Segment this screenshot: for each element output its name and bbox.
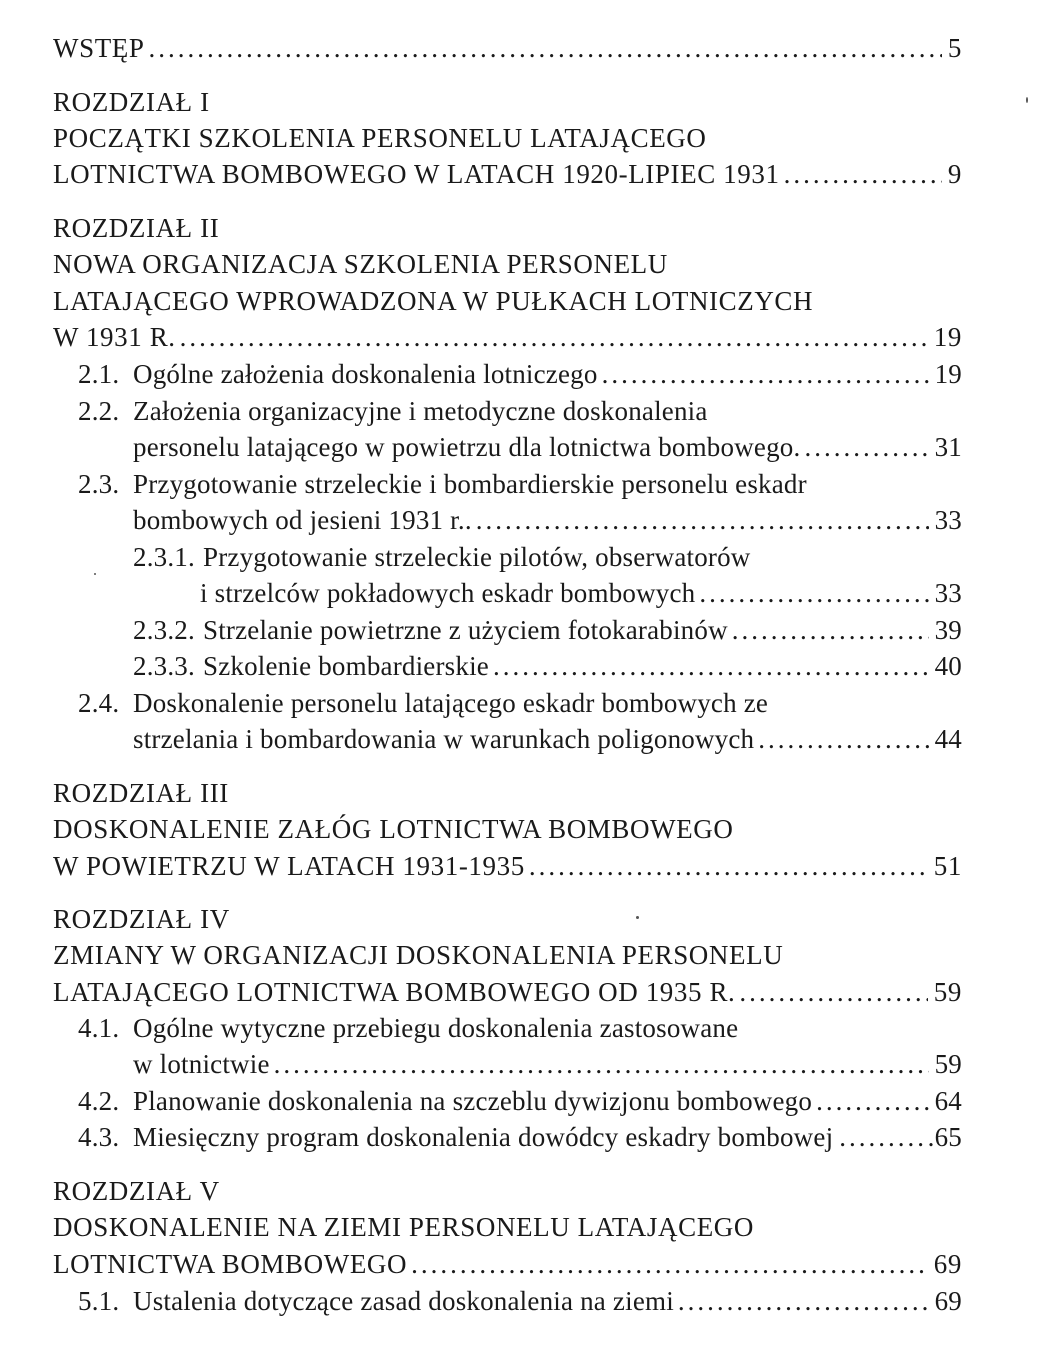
dot-leader — [180, 320, 928, 354]
section-number: 4.3. — [78, 1122, 120, 1152]
chapter-title-line: POCZĄTKI SZKOLENIA PERSONELU LATAJĄCEGO — [53, 123, 707, 153]
section-number: 2.3. — [78, 469, 120, 499]
scan-speck — [636, 916, 639, 919]
page-number: 64 — [934, 1086, 962, 1116]
dot-leader — [784, 157, 942, 191]
section-title: Miesięczny program doskonalenia dowódcy eskadry bombowej — [133, 1122, 834, 1152]
toc-entry-section-2-3-2[interactable] — [133, 613, 962, 647]
section-title: Planowanie doskonalenia na szczeblu dywizjonu bombowego — [133, 1086, 813, 1116]
toc-entry-section-5-1[interactable] — [78, 1284, 962, 1318]
chapter-title-line: ZMIANY W ORGANIZACJI DOSKONALENIA PERSONELU — [53, 940, 784, 970]
section-number: 2.3.1. — [133, 542, 195, 572]
toc-entry-section-2-3-1[interactable] — [133, 540, 962, 574]
section-title: Szkolenie bombardierskie — [203, 651, 489, 681]
section-number: 5.1. — [78, 1286, 120, 1316]
page-number: 33 — [934, 578, 962, 608]
scan-speck — [94, 573, 96, 575]
chapter-label: ROZDZIAŁ III — [53, 778, 229, 808]
dot-leader — [602, 357, 929, 391]
section-number: 4.2. — [78, 1086, 120, 1116]
page-number: 31 — [934, 432, 962, 462]
page-number: 9 — [947, 159, 962, 189]
toc-entry-chapter-2[interactable] — [53, 320, 962, 354]
section-title: personelu latającego w powietrzu dla lotnictwa bombowego. — [133, 432, 801, 462]
entry-title: WSTĘP — [53, 33, 145, 63]
section-number: 4.1. — [78, 1013, 120, 1043]
dot-leader — [758, 722, 928, 756]
chapter-label: ROZDZIAŁ I — [53, 87, 210, 117]
page-number: 51 — [933, 851, 962, 881]
toc-entry-section-2-4-cont[interactable] — [133, 722, 962, 756]
dot-leader — [739, 975, 927, 1009]
section-title: Ogólne wytyczne przebiegu doskonalenia zastosowane — [133, 1013, 739, 1043]
chapter-title-line: W 1931 R. — [53, 322, 176, 352]
chapter-title-line: DOSKONALENIE ZAŁÓG LOTNICTWA BOMBOWEGO — [53, 814, 734, 844]
chapter-title-line: W POWIETRZU W LATACH 1931-1935 — [53, 851, 525, 881]
section-number: 2.2. — [78, 396, 120, 426]
section-title: bombowych od jesieni 1931 r.. — [133, 505, 472, 535]
dot-leader — [274, 1047, 929, 1081]
page-number: 39 — [934, 615, 962, 645]
toc-entry-intro[interactable] — [53, 31, 962, 65]
toc-entry-section-4-1[interactable] — [78, 1011, 962, 1045]
toc-entry-section-4-1-cont[interactable] — [133, 1047, 962, 1081]
dot-leader — [149, 31, 942, 65]
chapter-title-line: LOTNICTWA BOMBOWEGO — [53, 1249, 408, 1279]
section-title: Przygotowanie strzeleckie i bombardierskie personelu eskadr — [133, 469, 807, 499]
section-title: Doskonalenie personelu latającego eskadr bombowych ze — [133, 688, 769, 718]
chapter-label: ROZDZIAŁ V — [53, 1176, 220, 1206]
toc-entry-chapter-5[interactable] — [53, 1247, 962, 1281]
toc-entry-section-2-4[interactable] — [78, 686, 962, 720]
page-number: 33 — [934, 505, 962, 535]
toc-entry-section-4-3[interactable] — [78, 1120, 962, 1154]
toc-entry-section-2-2-cont[interactable] — [133, 430, 962, 464]
chapter-label: ROZDZIAŁ IV — [53, 904, 230, 934]
page-number: .65 — [927, 1122, 962, 1152]
chapter-title-line: DOSKONALENIE NA ZIEMI PERSONELU LATAJĄCEGO — [53, 1212, 755, 1242]
section-title: Założenia organizacyjne i metodyczne doskonalenia — [133, 396, 708, 426]
section-number: 2.1. — [78, 359, 120, 389]
page-number: 59 — [933, 977, 962, 1007]
toc-entry-section-2-3-1-cont[interactable] — [200, 576, 962, 610]
section-title: Ogólne założenia doskonalenia lotniczego — [133, 359, 598, 389]
toc-entry-chapter-1[interactable] — [53, 157, 962, 191]
toc-entry-section-4-2[interactable] — [78, 1084, 962, 1118]
toc-entry-chapter-3[interactable] — [53, 849, 962, 883]
page-number: 19 — [933, 322, 962, 352]
chapter-label: ROZDZIAŁ II — [53, 213, 220, 243]
page-number: 69 — [934, 1286, 962, 1316]
section-number: 2.3.3. — [133, 651, 195, 681]
chapter-title-line: NOWA ORGANIZACJA SZKOLENIA PERSONELU — [53, 249, 668, 279]
dot-leader — [839, 1120, 925, 1154]
toc-entry-section-2-3-3[interactable] — [133, 649, 962, 683]
dot-leader — [493, 649, 929, 683]
dot-leader — [411, 1247, 928, 1281]
section-title: w lotnictwie — [133, 1049, 270, 1079]
dot-leader — [816, 1084, 929, 1118]
dot-leader — [732, 613, 929, 647]
toc-entry-section-2-2[interactable] — [78, 394, 962, 428]
toc-entry-chapter-4[interactable] — [53, 975, 962, 1009]
dot-leader — [529, 849, 928, 883]
section-title: strzelania i bombardowania w warunkach poligonowych — [133, 724, 755, 754]
dot-leader — [804, 430, 928, 464]
section-number: 2.4. — [78, 688, 120, 718]
section-title: Ustalenia dotyczące zasad doskonalenia na ziemi — [133, 1286, 674, 1316]
page-number: 44 — [934, 724, 962, 754]
page-number: 40 — [934, 651, 962, 681]
page-number: 19 — [934, 359, 962, 389]
toc-entry-section-2-1[interactable] — [78, 357, 962, 391]
section-title: Przygotowanie strzeleckie pilotów, obserwatorów — [203, 542, 751, 572]
page-number: 69 — [933, 1249, 962, 1279]
section-title: Strzelanie powietrzne z użyciem fotokarabinów — [203, 615, 728, 645]
toc-entry-section-2-3[interactable] — [78, 467, 962, 501]
toc-entry-section-2-3-cont[interactable] — [133, 503, 962, 537]
section-number: 2.3.2. — [133, 615, 195, 645]
dot-leader — [678, 1284, 929, 1318]
chapter-title-line: LATAJĄCEGO WPROWADZONA W PUŁKACH LOTNICZYCH — [53, 286, 814, 316]
scan-speck — [1026, 97, 1028, 103]
page-number: 5 — [947, 33, 962, 63]
chapter-title-line: LOTNICTWA BOMBOWEGO W LATACH 1920-LIPIEC 1931 — [53, 159, 780, 189]
dot-leader — [699, 576, 928, 610]
page-number: 59 — [934, 1049, 962, 1079]
chapter-title-line: LATAJĄCEGO LOTNICTWA BOMBOWEGO OD 1935 R. — [53, 977, 736, 1007]
dot-leader — [476, 503, 929, 537]
section-title: i strzelców pokładowych eskadr bombowych — [200, 578, 696, 608]
